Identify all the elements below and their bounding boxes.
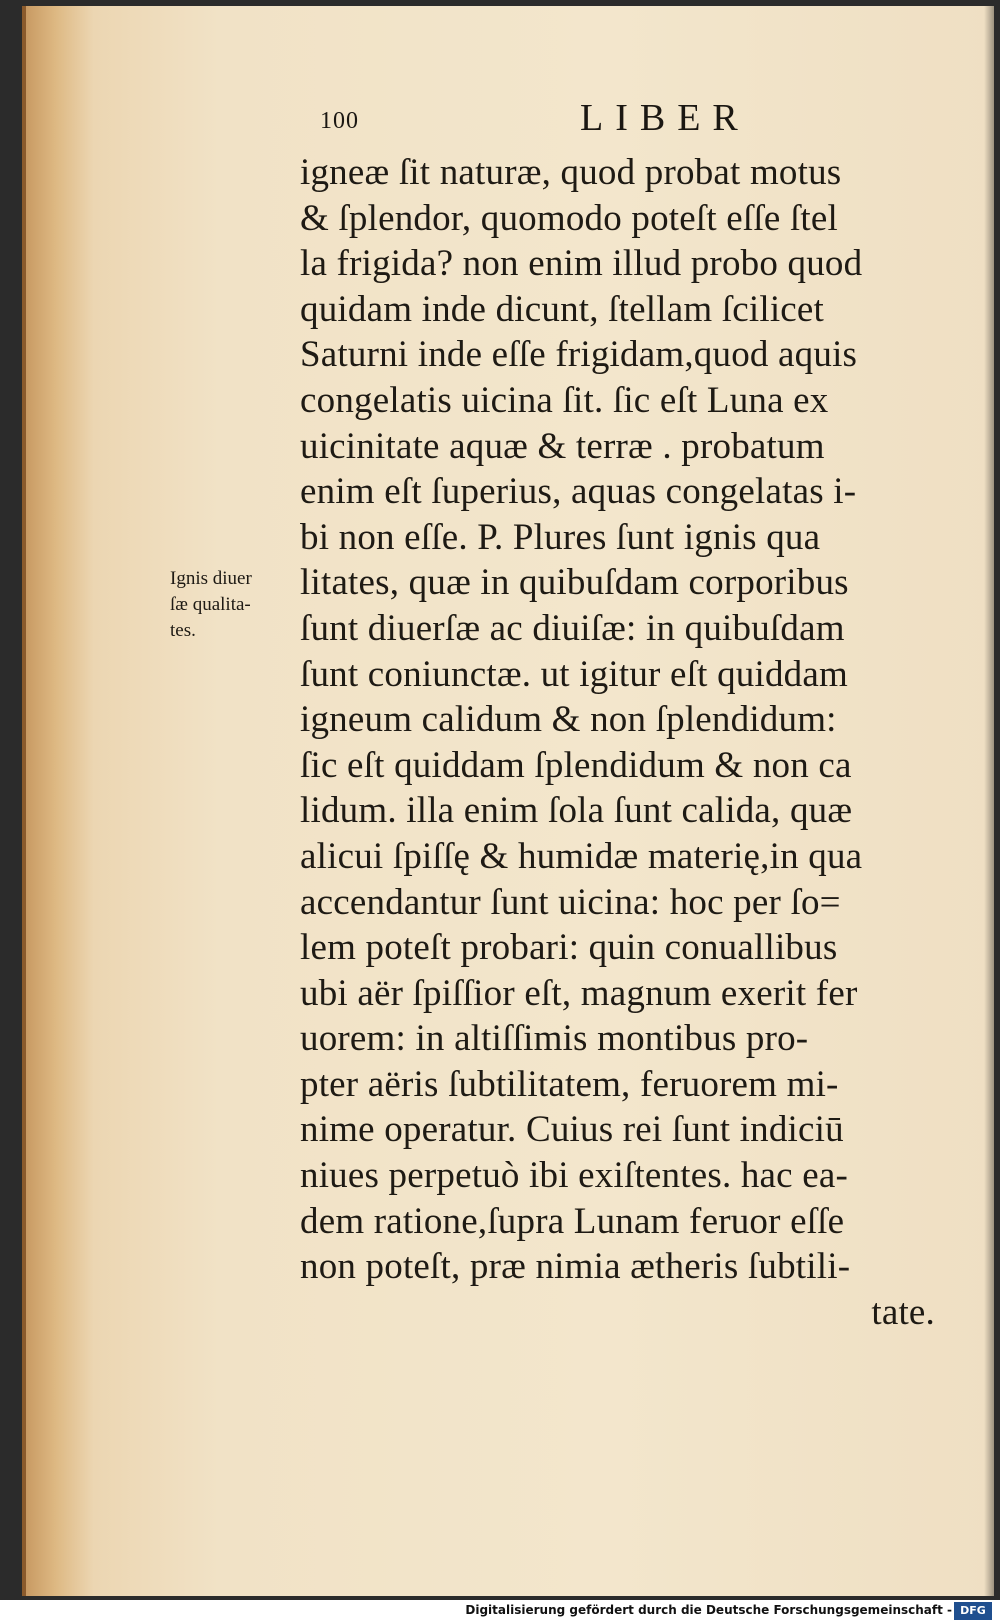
marginal-note-line: Ignis diuer — [170, 568, 252, 589]
page-number: 100 — [320, 108, 359, 134]
text-line: alicui ſpiſſę & humidæ materię,in qua — [300, 835, 863, 877]
text-line: niues perpetuò ibi exiſtentes. hac ea- — [300, 1155, 849, 1197]
text-line: congelatis uicina ſit. ſic eſt Luna ex — [300, 379, 829, 421]
text-line: litates, quæ in quibuſdam corporibus — [300, 562, 849, 604]
catchword-line: tate. — [871, 1291, 935, 1333]
text-line: igneum calidum & non ſplendidum: — [300, 699, 837, 741]
credit-text: Digitalisierung gefördert durch die Deutsche Forschungsgemeinschaft - — [465, 1603, 952, 1617]
marginal-note — [170, 566, 300, 644]
text-line: enim eſt ſuperius, aquas congelatas i- — [300, 471, 857, 513]
text-line: Saturni inde eſſe frigidam,quod aquis — [300, 334, 858, 376]
text-line: ſic eſt quiddam ſplendidum & non ca — [300, 744, 852, 786]
running-title: LIBER — [580, 97, 750, 139]
text-line: la frigida? non enim illud probo quod — [300, 243, 863, 285]
text-line: ſunt diuerſæ ac diuiſæ: in quibuſdam — [300, 607, 845, 649]
text-line: non poteſt, præ nimia ætheris ſubtili- — [300, 1246, 851, 1288]
text-line: lem poteſt probari: quin conuallibus — [300, 927, 838, 969]
text-line: ſunt coniunctæ. ut igitur eſt quiddam — [300, 653, 848, 695]
text-line: bi non eſſe. P. Plures ſunt ignis qua — [300, 516, 821, 558]
body-text — [300, 150, 965, 1335]
text-line: dem ratione,ſupra Lunam feruor eſſe — [300, 1200, 845, 1242]
text-line: ubi aër ſpiſſior eſt, magnum exerit fer — [300, 972, 858, 1014]
text-line: uorem: in altiſſimis montibus pro- — [300, 1018, 809, 1060]
text-line: lidum. illa enim ſola ſunt calida, quæ — [300, 790, 853, 832]
text-line: nime operatur. Cuius rei ſunt indiciū — [300, 1109, 844, 1151]
text-line: accendantur ſunt uicina: hoc per ſo= — [300, 881, 841, 923]
text-line: igneæ ſit naturæ, quod probat motus — [300, 152, 842, 193]
text-line: uicinitate aquæ & terræ . probatum — [300, 425, 825, 467]
text-line: & ſplendor, quomodo poteſt eſſe ſtel — [300, 197, 839, 239]
marginal-note-line: tes. — [170, 620, 196, 641]
text-line: pter aëris ſubtilitatem, feruorem mi- — [300, 1063, 839, 1105]
marginal-note-line: ſæ qualita- — [170, 594, 251, 615]
text-line: quidam inde dicunt, ſtellam ſcilicet — [300, 288, 825, 330]
dfg-logo: DFG — [954, 1602, 992, 1620]
footer-credit — [0, 1600, 1000, 1624]
